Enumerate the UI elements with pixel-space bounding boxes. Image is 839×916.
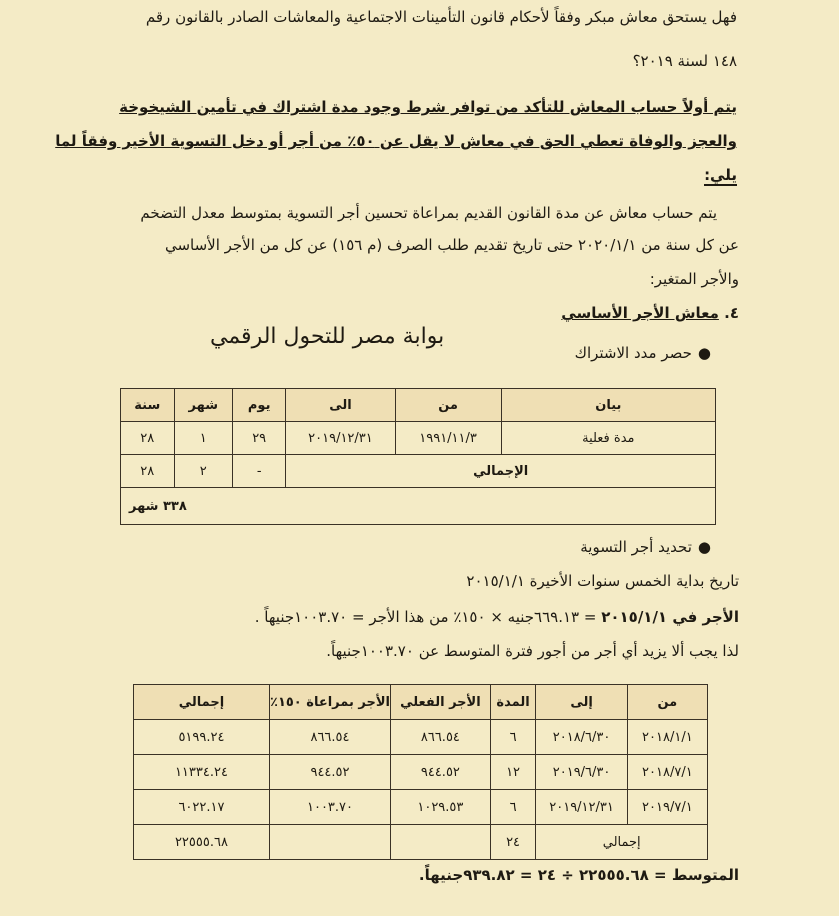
bullet-label: تحديد أجر التسوية	[580, 538, 692, 556]
cell: ١٠٠٣.٧٠	[269, 790, 390, 825]
cell: ١٢	[490, 755, 536, 790]
cell: ٢٤	[490, 825, 536, 860]
header-from: من	[395, 389, 501, 422]
cell: ٦٠٢٢.١٧	[134, 790, 270, 825]
cell: ٢٠١٩/٦/٣٠	[536, 755, 627, 790]
header-capped-wage: الأجر بمراعاة ١٥٠٪	[269, 685, 390, 720]
table-note-row	[121, 488, 716, 525]
header-month: شهر	[174, 389, 232, 422]
wage-line-rest: = ٦٦٩.١٣جنيه × ١٥٠٪ من هذا الأجر = ١٠٠٣.٧٠جنيهاً .	[254, 608, 602, 626]
cell: ٦	[490, 720, 536, 755]
cell: ٢٠١٨/١/١	[627, 720, 707, 755]
cell: ٢٠١٨/٧/١	[627, 755, 707, 790]
section-number: ٤.	[724, 304, 739, 322]
header-from: من	[627, 685, 707, 720]
heading-line-3-text: يلي:	[704, 166, 737, 184]
cell: إجمالي	[536, 825, 708, 860]
section-heading	[561, 304, 739, 322]
bullet-contribution-periods	[575, 344, 711, 362]
average-line: المتوسط = ٢٢٥٥٥.٦٨ ÷ ٢٤ = ٩٣٩.٨٢جنيهاً.	[418, 866, 739, 884]
cell: ١٩٩١/١١/٣	[395, 422, 501, 455]
table-row	[134, 755, 708, 790]
header-to: إلى	[536, 685, 627, 720]
cell	[269, 825, 390, 860]
heading-line-2: والعجز والوفاة تعطي الحق في معاش لا يقل عن ٥٠٪ من أجر أو دخل التسوية الأخير وفقاً لما	[55, 132, 737, 150]
cell: مدة فعلية	[501, 422, 715, 455]
cell: ٢٨	[121, 455, 175, 488]
wage-line	[255, 608, 739, 626]
bullet-icon: ●	[697, 538, 711, 556]
bullet-label: حصر مدد الاشتراك	[574, 344, 692, 362]
header-total: إجمالي	[134, 685, 270, 720]
cell: ٢٢٥٥٥.٦٨	[134, 825, 270, 860]
cell: ١٠٢٩.٥٣	[391, 790, 491, 825]
wage-limit-line: لذا يجب ألا يزيد أي أجر من أجور فترة المتوسط عن ١٠٠٣.٧٠جنيهاً.	[326, 642, 739, 660]
paragraph-line-2: عن كل سنة من ٢٠٢٠/١/١ حتى تاريخ تقديم طلب الصرف (م ١٥٦) عن كل من الأجر الأساسي	[164, 236, 739, 254]
wage-line-bold: الأجر في ٢٠١٥/١/١	[601, 608, 739, 626]
cell: ٨٦٦.٥٤	[391, 720, 491, 755]
header-to: الى	[286, 389, 395, 422]
total-months: ٣٣٨ شهر	[121, 488, 716, 525]
table-row	[134, 790, 708, 825]
paragraph-line-1: يتم حساب معاش عن مدة القانون القديم بمراعاة تحسين أجر التسوية بمتوسط معدل التضخم	[140, 204, 717, 222]
watermark: بوابة مصر للتحول الرقمي	[210, 324, 445, 349]
bullet-settlement-wage	[580, 538, 711, 556]
paragraph-line-3: والأجر المتغير:	[649, 270, 739, 288]
header-actual-wage: الأجر الفعلي	[391, 685, 491, 720]
cell: الإجمالي	[286, 455, 716, 488]
bullet-icon: ●	[697, 344, 711, 362]
cell: -	[232, 455, 285, 488]
cell: ١	[174, 422, 232, 455]
contribution-periods-table	[120, 388, 716, 525]
heading-line-3	[704, 166, 737, 184]
table-total-row	[134, 825, 708, 860]
question-line-2: ١٤٨ لسنة ٢٠١٩؟	[632, 52, 737, 70]
header-statement: بيان	[501, 389, 715, 422]
cell: ٩٤٤.٥٢	[269, 755, 390, 790]
cell: ١١٣٣٤.٢٤	[134, 755, 270, 790]
start-date-line: تاريخ بداية الخمس سنوات الأخيرة ٢٠١٥/١/١	[466, 572, 739, 590]
table-header-row	[121, 389, 716, 422]
heading-line-1: يتم أولاً حساب المعاش للتأكد من توافر شرط وجود مدة اشتراك في تأمين الشيخوخة	[119, 98, 737, 116]
table-row	[121, 422, 716, 455]
cell: ٥١٩٩.٢٤	[134, 720, 270, 755]
cell: ٢٠١٨/٦/٣٠	[536, 720, 627, 755]
cell	[391, 825, 491, 860]
cell: ٩٤٤.٥٢	[391, 755, 491, 790]
cell: ٢٠١٩/١٢/٣١	[536, 790, 627, 825]
header-year: سنة	[121, 389, 175, 422]
table-header-row	[134, 685, 708, 720]
table-row	[134, 720, 708, 755]
cell: ٢٠١٩/٧/١	[627, 790, 707, 825]
cell: ٢٠١٩/١٢/٣١	[286, 422, 395, 455]
section-label: معاش الأجر الأساسي	[561, 304, 719, 322]
cell: ٨٦٦.٥٤	[269, 720, 390, 755]
wage-calculation-table	[133, 684, 708, 860]
cell: ٦	[490, 790, 536, 825]
cell: ٢٩	[232, 422, 285, 455]
table-total-row	[121, 455, 716, 488]
header-day: يوم	[232, 389, 285, 422]
cell: ٢	[174, 455, 232, 488]
question-line-1: فهل يستحق معاش مبكر وفقاً لأحكام قانون التأمينات الاجتماعية والمعاشات الصادر بالقانون رقم	[145, 8, 737, 26]
cell: ٢٨	[121, 422, 175, 455]
header-duration: المدة	[490, 685, 536, 720]
